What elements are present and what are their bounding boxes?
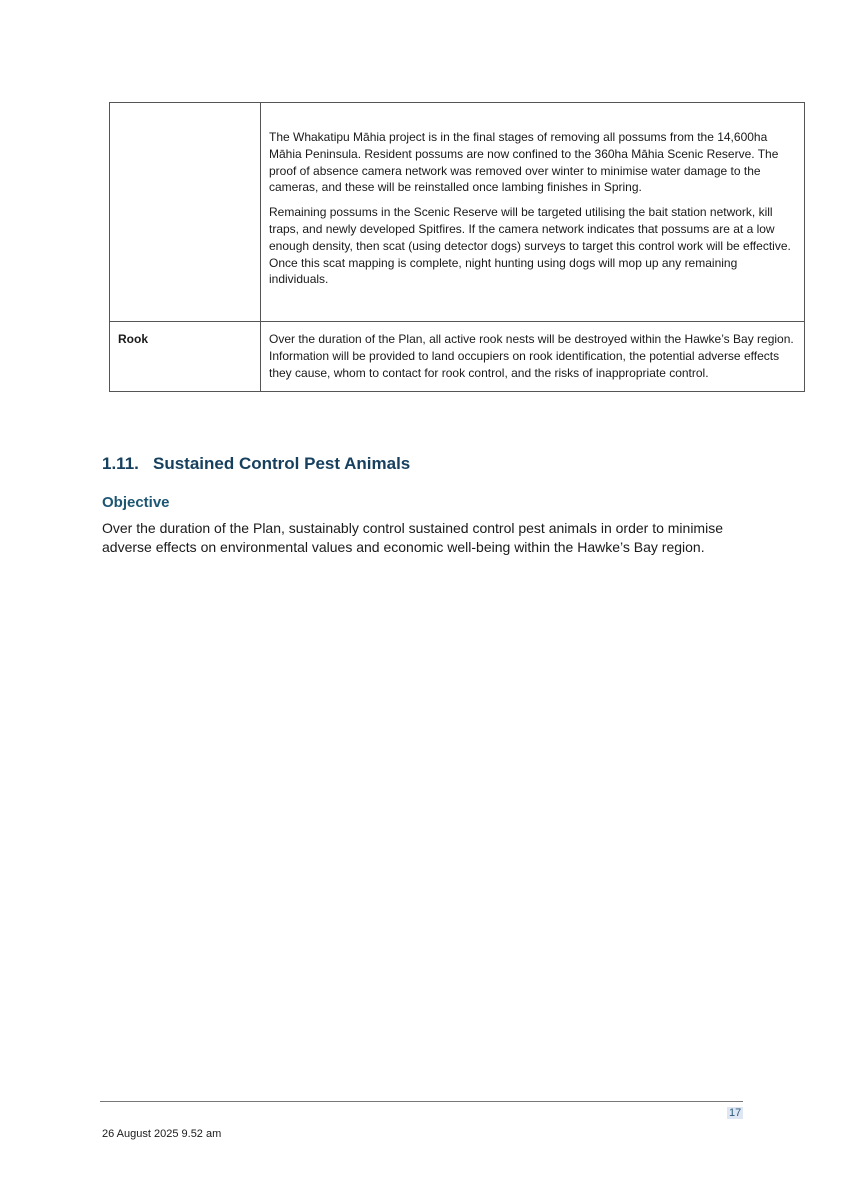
- section-heading: [102, 454, 410, 474]
- objective-heading: Objective: [102, 494, 170, 511]
- pest-description-cell: [261, 103, 805, 322]
- pest-description-cell: [261, 322, 805, 391]
- section-number: 1.11.: [102, 454, 139, 473]
- table-row: [110, 322, 805, 391]
- footer-divider: [100, 1101, 743, 1102]
- pest-name-cell: [110, 103, 261, 322]
- section-title: Sustained Control Pest Animals: [153, 454, 411, 473]
- description-paragraph: The Whakatipu Māhia project is in the final stages of removing all possums from the 14,600ha Māhia Peninsula. Resident possums are now confined to the 360ha Māhia Scenic Reserve. The proof of absence camera network was removed over winter to minimise water damage to the cameras, and these will be reinstalled once lambing finishes in Spring.: [269, 130, 779, 195]
- page-number: 17: [729, 1107, 742, 1119]
- objective-text: Over the duration of the Plan, sustainably control sustained control pest animals in order to minimise adverse effects on environmental values and economic well-being within the Hawke’s Bay region.: [102, 520, 723, 555]
- description-paragraph: Remaining possums in the Scenic Reserve will be targeted utilising the bait station network, kill traps, and newly developed Spitfires. If the camera network indicates that possums are at a low enough density, then scat (using detector dogs) surveys to target this control work will be effective. Once this scat mapping is complete, night hunting using dogs will mop up any remaining individuals.: [269, 205, 791, 287]
- pest-animals-table: [109, 102, 805, 392]
- table-row: [110, 103, 805, 322]
- description-paragraph: Over the duration of the Plan, all active rook nests will be destroyed within the Hawke’s Bay region. Information will be provided to land occupiers on rook identification, the potential adverse effects they cause, whom to contact for rook control, and the risks of inappropriate control.: [269, 332, 794, 380]
- pest-name-cell: Rook: [110, 322, 261, 391]
- print-timestamp: 26 August 2025 9.52 am: [102, 1128, 222, 1140]
